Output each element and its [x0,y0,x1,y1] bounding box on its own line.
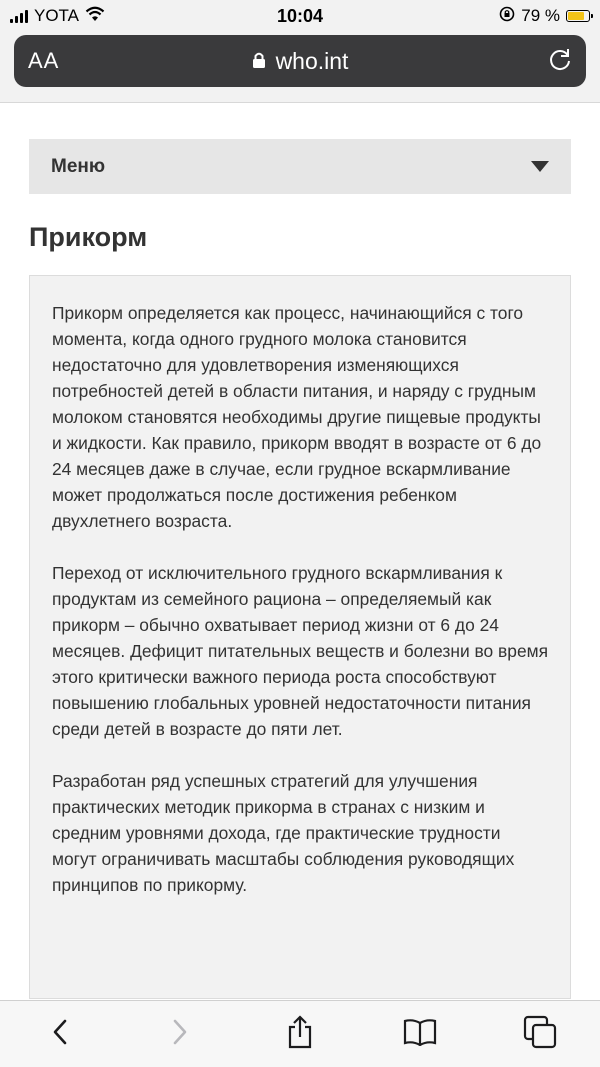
browser-toolbar [0,1000,600,1067]
paragraph: Переход от исключительного грудного вскармливания к продуктам из семейного рациона – определяемый как прикорм – обычно охватывает период жизни от 6 до 24 месяцев. Дефицит питательных веществ и болезни во время этого критически важного периода роста способствуют повышению глобальных уровней недостаточности питания среди детей в возрасте до пяти лет. [52,563,549,739]
back-button[interactable] [30,1004,90,1064]
lock-icon [252,48,266,75]
page-title: Прикорм [29,222,148,252]
url-text: who.int [275,47,349,74]
share-button[interactable] [270,1004,330,1064]
forward-icon [170,1018,190,1051]
address-bar[interactable] [14,35,586,87]
paragraph: Разработан ряд успешных стратегий для улучшения практических методик прикорма в странах с низким и средним уровнями дохода, где практические трудности могут ограничивать масштабы соблюдения руководящих принципов по прикорму. [52,771,515,895]
signal-icon [10,9,28,23]
back-icon [50,1018,70,1051]
reload-icon [548,46,572,77]
caret-down-icon [531,161,549,172]
share-icon [286,1015,314,1054]
battery-percent: 79 % [521,6,560,25]
status-left [10,6,210,27]
url-field[interactable] [88,48,512,75]
text-size-button[interactable] [28,48,88,74]
carrier-label: YOTA [34,6,80,25]
status-right [390,6,590,27]
bookmarks-button[interactable] [390,1004,450,1064]
forward-button[interactable] [150,1004,210,1064]
menu-dropdown[interactable] [29,139,571,194]
status-time: 10:04 [276,5,324,26]
bookmarks-icon [403,1018,437,1051]
content-box [29,275,571,999]
status-bar [0,0,600,32]
text-size-label: AA [28,48,60,73]
wifi-icon [85,6,105,27]
browser-top-bar [0,32,600,103]
reload-button[interactable] [512,46,572,77]
tabs-icon [523,1015,557,1054]
battery-icon [566,10,590,22]
paragraph: Прикорм определяется как процесс, начинающийся с того момента, когда одного грудного молока становится недостаточно для удовлетворения изменяющихся потребностей детей в области питания, и наряду с грудным молоком становятся необходимы другие пищевые продукты и жидкости. Как правило, прикорм вводят в возрасте от 6 до 24 месяцев даже в случае, если грудное вскармливание может продолжаться после достижения ребенком двухлетнего возраста. [52,303,542,531]
orientation-lock-icon [499,6,515,27]
tabs-button[interactable] [510,1004,570,1064]
menu-label: Меню [51,155,106,177]
